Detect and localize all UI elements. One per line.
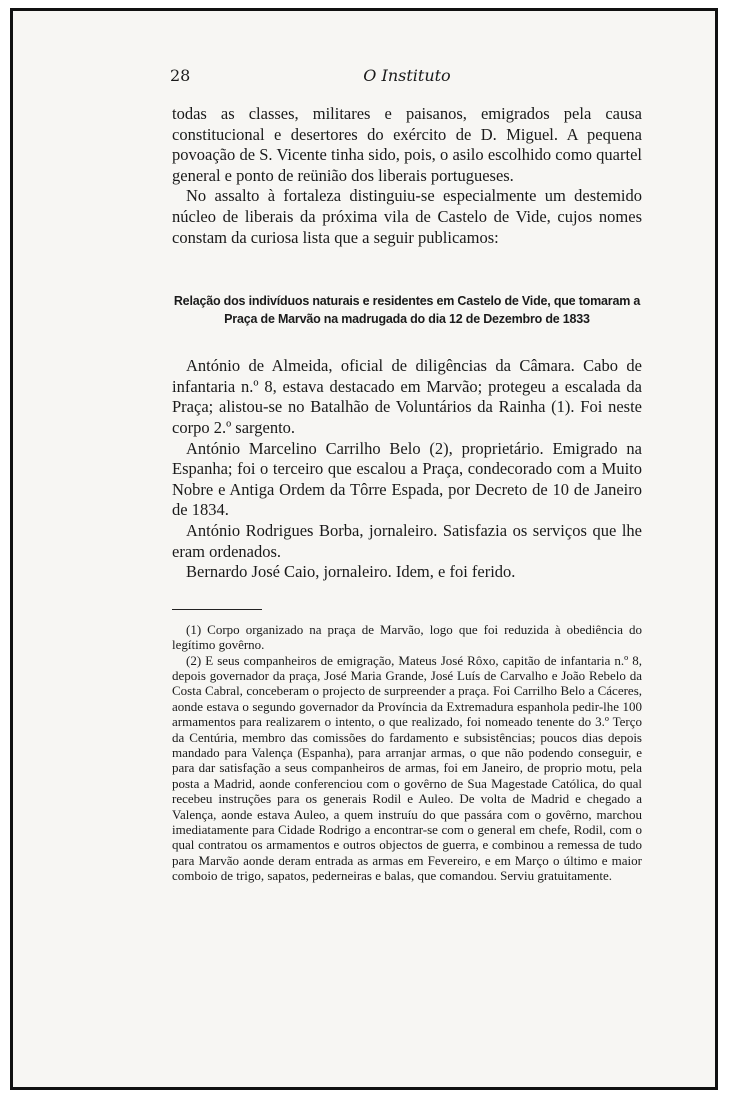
- book-page: [172, 66, 642, 884]
- intro-paragraph-2: No assalto à fortaleza distinguiu-se especialmente um destemido núcleo de liberais da próxima vila de Castelo de Vide, cujos nomes constam da curiosa lista que a seguir publicamos:: [172, 186, 642, 247]
- footnotes: [172, 622, 642, 884]
- footnote-divider: [172, 609, 262, 610]
- list-item: António Rodrigues Borba, jornaleiro. Satisfazia os serviços que lhe eram ordenados.: [172, 520, 642, 561]
- running-head: [172, 66, 642, 92]
- entries-list: [172, 356, 642, 583]
- list-item: António Marcelino Carrilho Belo (2), proprietário. Emigrado na Espanha; foi o terceiro que escalou a Praça, condecorado com a Muito Nobre e Antiga Ordem da Tôrre Espada, por Decreto de 10 de Janeiro de 1834.: [172, 438, 642, 520]
- running-title: O Instituto: [363, 66, 451, 85]
- footnote-2: (2) E seus companheiros de emigração, Mateus José Rôxo, capitão de infantaria n.º 8, depois governador da praça, José Maria Grande, José Luís de Carvalho e João Rebelo da Costa Cabral, conceberam o projecto de surpreender a praça. Foi Carrilho Belo a Cáceres, aonde estava o segundo governador da Província da Extremadura espanhola pedir-lhe 100 armamentos para realizarem o intento, o que realizado, foi nomeado tenente do 3.º Terço da Centúria, membro das comissões do fardamento e subsistências; poucos dias depois mandado para Valença (Espanha), para arranjar armas, o que não podendo conseguir, e para dar satisfação a seus companheiros de armas, foi em Janeiro, de proprio motu, pela posta a Madrid, aonde conferenciou com o govêrno de Sua Magestade Católica, do qual recebeu instruções para os generais Rodil e Auleo. De volta de Madrid e chegado a Valença, aonde estava Auleo, a quem instruíu do que passára com o govêrno, marchou imediatamente para Cidade Rodrigo a encontrar-se com o general em chefe, Rodil, com o qual contratou os armamentos e outros objectos de guerra, e combinou a remessa de tudo para Marvão aonde deram entrada as armas em Fevereiro, e em Março o último e maior comboio de trigo, sapatos, pederneiras e balas, que comandou. Serviu gratuitamente.: [172, 652, 642, 884]
- list-item: António de Almeida, oficial de diligências da Câmara. Cabo de infantaria n.º 8, estava destacado em Marvão; protegeu a escalada da Praça; alistou-se no Batalhão de Voluntários da Rainha (1). Foi neste corpo 2.º sargento.: [172, 356, 642, 437]
- footnote-1: (1) Corpo organizado na praça de Marvão, logo que foi reduzida à obediência do legítimo govêrno.: [172, 621, 642, 653]
- list-item: Bernardo José Caio, jornaleiro. Idem, e foi ferido.: [186, 562, 516, 582]
- page-number: 28: [170, 66, 191, 85]
- intro-text: [172, 104, 642, 248]
- intro-paragraph-1: todas as classes, militares e paisanos, emigrados pela causa constitucional e desertores do exército de D. Miguel. A pequena povoação de S. Vicente tinha sido, pois, o asilo escolhido como quartel general e ponto de reünião dos liberais portugueses.: [172, 104, 642, 185]
- list-heading: Relação dos indivíduos naturais e residentes em Castelo de Vide, que tomaram a Praça de Marvão na madrugada do dia 12 de Dezembro de 1833: [173, 294, 641, 327]
